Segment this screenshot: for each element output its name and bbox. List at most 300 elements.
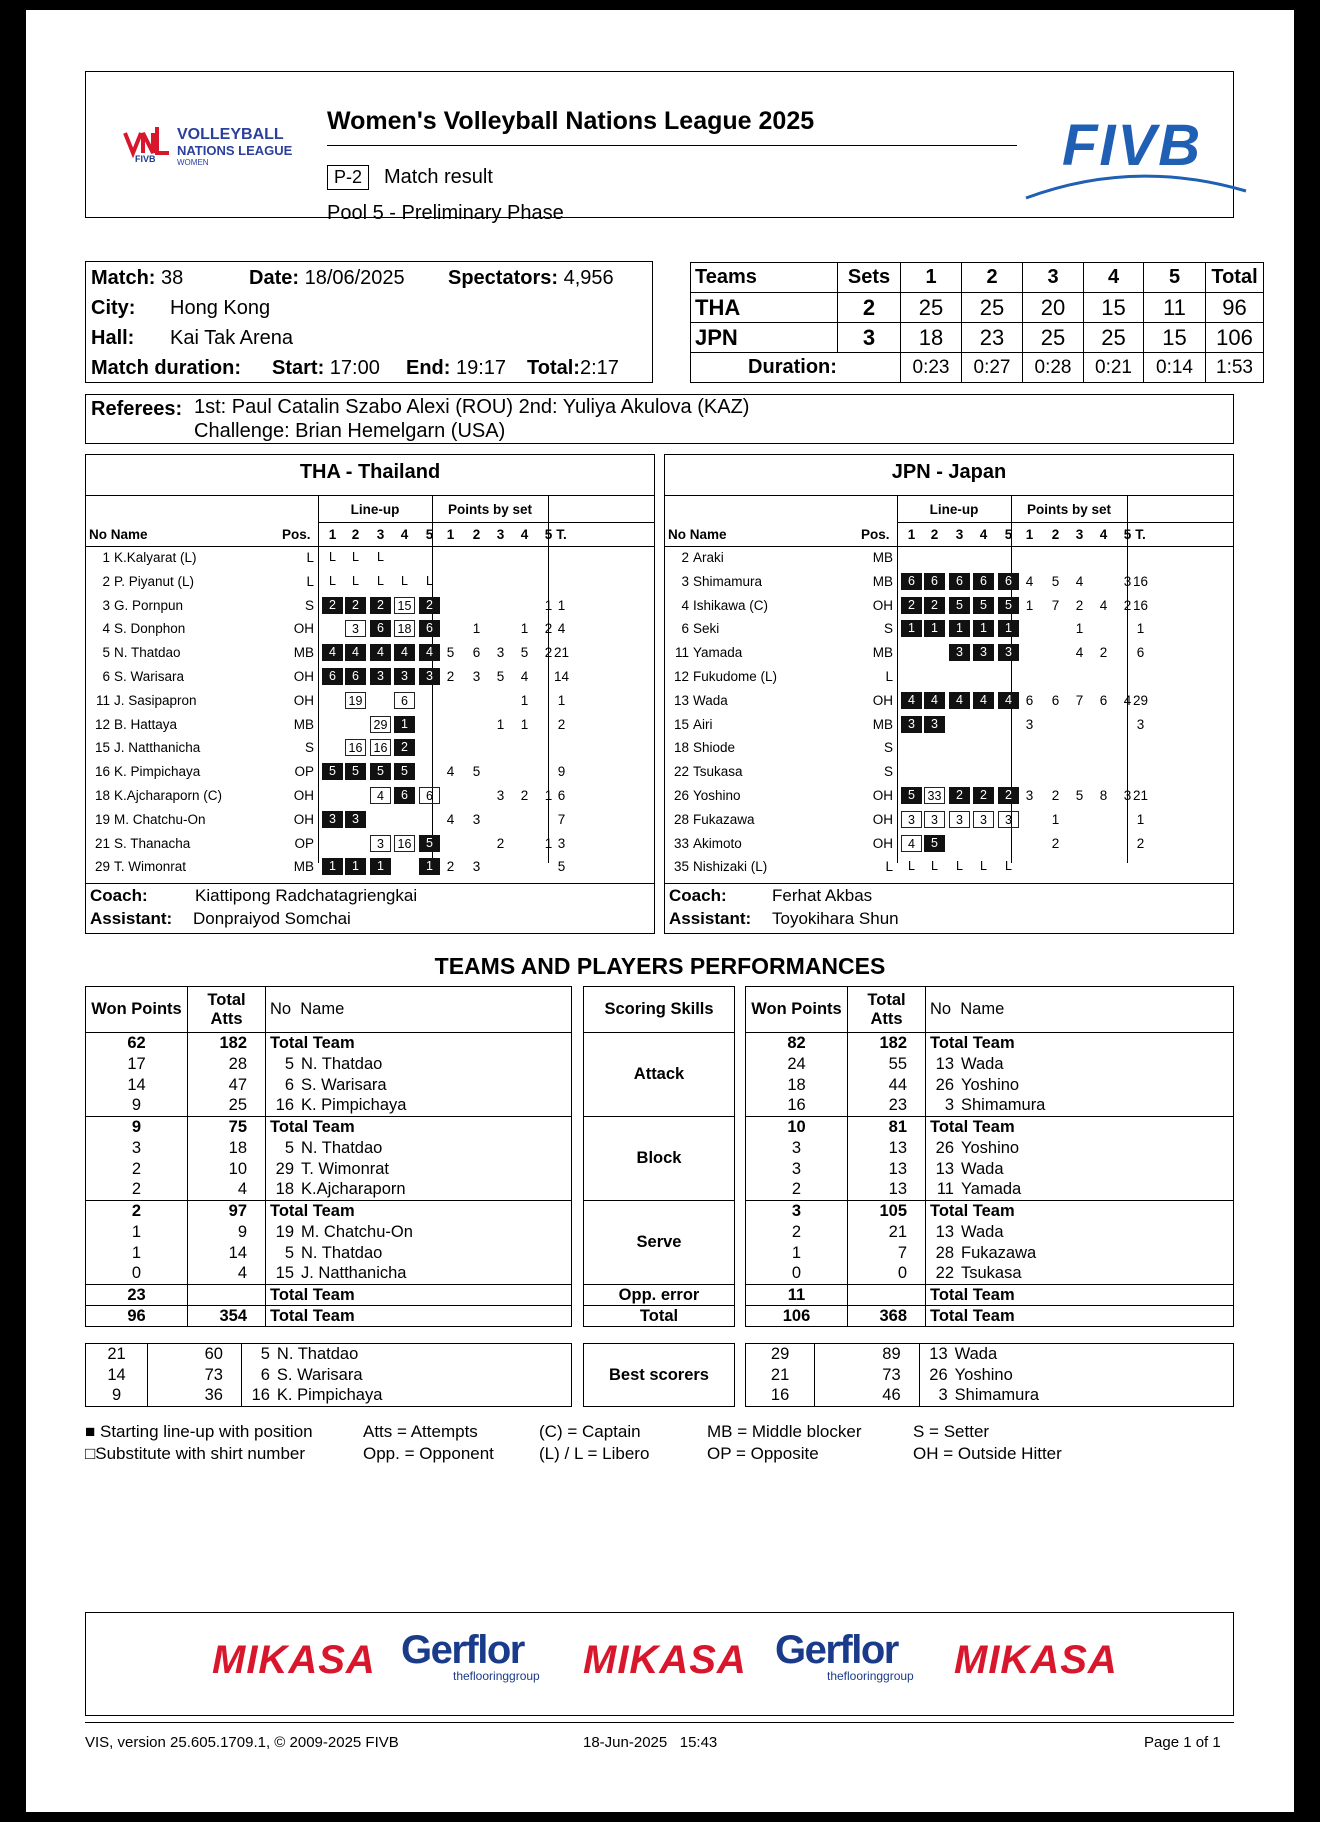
gerflor-tagline: theflooringgroup xyxy=(827,1669,914,1683)
player-name: N. Thatdao xyxy=(301,1138,383,1157)
total-atts: 44 xyxy=(848,1075,926,1096)
lineup-header: Line-up xyxy=(929,502,979,517)
player-number: 5 xyxy=(284,1138,294,1157)
won-points: 21 xyxy=(86,1344,148,1365)
player-position: OH xyxy=(293,621,314,637)
perf-row xyxy=(746,1159,1234,1180)
legend-substitute: □Substitute with shirt number xyxy=(85,1444,306,1463)
player-cell xyxy=(266,1117,572,1138)
score-table xyxy=(690,262,1264,383)
total-atts: 46 xyxy=(815,1386,920,1407)
vnl-logo-sub: FIVB xyxy=(135,154,156,164)
player-name: Fukazawa xyxy=(961,1243,1037,1262)
perf-row xyxy=(746,1243,1234,1264)
player-total-points: 29 xyxy=(1132,692,1149,708)
hall-value: Kai Tak Arena xyxy=(170,327,294,349)
won-points: 23 xyxy=(86,1285,188,1306)
fivb-logo xyxy=(1024,113,1249,206)
team-code: JPN xyxy=(691,323,838,353)
won-points: 9 xyxy=(86,1096,188,1117)
set-points: 1 xyxy=(1051,811,1060,827)
set-points: 6 xyxy=(1025,692,1034,708)
player-number: 22 xyxy=(673,764,689,780)
player-position: S xyxy=(304,597,314,613)
lineup-cell: L xyxy=(352,573,359,588)
total-atts: 368 xyxy=(848,1306,926,1327)
total-atts: 75 xyxy=(188,1117,266,1138)
lineup-cell: 3 xyxy=(345,620,366,637)
player-name: G. Pornpun xyxy=(114,597,184,613)
perf-row xyxy=(746,1054,1234,1075)
no-name-header: No Name xyxy=(668,527,727,542)
roster-divider xyxy=(318,522,319,863)
performance-right-table xyxy=(745,986,1234,1327)
lineup-set-header: 3 xyxy=(955,527,964,542)
lineup-cell: 16 xyxy=(345,739,366,756)
set-points: 3 xyxy=(472,811,481,827)
score-header: 2 xyxy=(962,263,1023,293)
player-number: 6 xyxy=(102,669,110,684)
set-points: 6 xyxy=(472,645,481,661)
player-total-points: 1 xyxy=(1136,621,1145,637)
perf-row xyxy=(746,1180,1234,1201)
player-number: 29 xyxy=(275,1159,294,1178)
perf-header-row xyxy=(86,987,572,1033)
perf-row xyxy=(86,1386,572,1407)
lineup-cell: 4 xyxy=(322,644,343,661)
total-atts: 0 xyxy=(848,1264,926,1285)
total-atts-header: Total Atts xyxy=(188,987,266,1033)
lineup-cell: 3 xyxy=(901,716,922,733)
total-atts: 21 xyxy=(848,1222,926,1243)
perf-row xyxy=(746,1138,1234,1159)
lineup-cell: 1 xyxy=(345,858,366,875)
set-score: 20 xyxy=(1023,293,1084,323)
coach-label: Coach: xyxy=(90,886,148,905)
perf-row xyxy=(746,1075,1234,1096)
lineup-cell: 4 xyxy=(345,644,366,661)
lineup-cell: 2 xyxy=(949,787,970,804)
total-header: T. xyxy=(556,527,567,542)
player-total-points: 3 xyxy=(557,835,566,851)
player-position: S xyxy=(304,740,314,756)
player-cell xyxy=(266,1285,572,1306)
player-name: Yoshino xyxy=(693,788,741,803)
lineup-cell: 6 xyxy=(419,787,440,804)
player-position: OP xyxy=(294,764,314,780)
player-number: 5 xyxy=(284,1054,294,1073)
player-number: 5 xyxy=(102,645,110,661)
player-cell xyxy=(266,1222,572,1243)
won-points: 2 xyxy=(86,1180,188,1201)
set-points: 1 xyxy=(544,835,553,851)
player-name: Shimamura xyxy=(954,1386,1040,1405)
total-atts: 7 xyxy=(848,1243,926,1264)
lineup-cell: L xyxy=(980,859,987,874)
no-name-header: No Name xyxy=(926,987,1234,1033)
set-points: 2 xyxy=(520,788,529,803)
player-cell xyxy=(926,1201,1234,1222)
scoring-skills-header: Scoring Skills xyxy=(584,987,735,1033)
roster-tha xyxy=(85,454,655,934)
player-number: 3 xyxy=(938,1386,948,1405)
perf-row xyxy=(746,1306,1234,1327)
coach-rule xyxy=(86,883,654,884)
lineup-cell: L xyxy=(1005,859,1012,874)
total-atts: 55 xyxy=(848,1054,926,1075)
title-rule xyxy=(327,145,1017,146)
lineup-cell: 3 xyxy=(949,811,970,828)
player-total-points: 7 xyxy=(557,811,566,827)
player-cell xyxy=(926,1264,1234,1285)
best-scorers-label-table xyxy=(583,1343,735,1407)
player-name: Yamada xyxy=(961,1180,1022,1199)
lineup-header: Line-up xyxy=(350,502,400,517)
perf-row xyxy=(746,1117,1234,1138)
total-atts: 4 xyxy=(188,1264,266,1285)
player-name: B. Hattaya xyxy=(114,716,178,732)
player-number: 26 xyxy=(935,1075,954,1094)
points-set-header: 1 xyxy=(446,527,455,542)
total-team-label: Total Team xyxy=(270,1306,355,1325)
perf-row xyxy=(86,1306,572,1327)
lineup-set-header: 4 xyxy=(979,527,988,542)
set-points: 2 xyxy=(1123,597,1132,613)
won-points: 14 xyxy=(86,1075,188,1096)
player-position: MB xyxy=(872,550,893,565)
player-number: 12 xyxy=(94,716,110,732)
set-points: 2 xyxy=(1051,835,1060,851)
player-position: OP xyxy=(294,835,314,851)
pool-label: Pool 5 - Preliminary Phase xyxy=(327,202,564,224)
player-name: Tsukasa xyxy=(961,1264,1022,1283)
lineup-cell: L xyxy=(426,573,433,588)
perf-row xyxy=(86,1243,572,1264)
lineup-cell: 2 xyxy=(973,787,994,804)
lineup-cell: L xyxy=(377,550,384,564)
skill-row xyxy=(584,1285,735,1306)
lineup-cell: 5 xyxy=(949,597,970,614)
lineup-cell: 19 xyxy=(345,692,366,709)
lineup-cell: 4 xyxy=(949,692,970,709)
set-duration: 0:27 xyxy=(962,353,1023,383)
set-points: 2 xyxy=(1075,597,1084,613)
player-position: OH xyxy=(872,788,893,803)
won-points: 17 xyxy=(86,1054,188,1075)
player-name: M. Chatchu-On xyxy=(114,811,206,827)
player-position: OH xyxy=(293,811,314,827)
player-cell xyxy=(266,1306,572,1327)
player-name: Wada xyxy=(693,692,728,708)
lineup-cell: 3 xyxy=(998,644,1019,661)
player-number: 4 xyxy=(102,621,110,637)
player-name: S. Donphon xyxy=(114,621,186,637)
set-score: 11 xyxy=(1144,293,1206,323)
perf-row xyxy=(86,1365,572,1386)
player-number: 11 xyxy=(95,692,110,708)
player-number: 2 xyxy=(681,550,689,565)
lineup-set-header: 1 xyxy=(907,527,916,542)
assistant-name: Donpraiyod Somchai xyxy=(193,909,351,928)
player-number: 26 xyxy=(935,1138,954,1157)
player-number: 6 xyxy=(284,1075,294,1094)
lineup-cell: 5 xyxy=(924,835,945,852)
best-scorers-right-table xyxy=(745,1343,1234,1407)
total-team-label: Total Team xyxy=(930,1285,1015,1304)
lineup-cell: L xyxy=(908,859,915,874)
set-points: 1 xyxy=(1025,597,1034,613)
legend-captain: (C) = Captain xyxy=(539,1422,641,1441)
player-cell xyxy=(926,1054,1234,1075)
set-points: 5 xyxy=(446,645,455,661)
perf-row xyxy=(746,1222,1234,1243)
set-points: 3 xyxy=(1123,788,1132,803)
player-position: L xyxy=(306,550,314,565)
set-points: 8 xyxy=(1099,788,1108,803)
skill-name: Opp. error xyxy=(584,1285,735,1306)
roster-header-rule xyxy=(318,522,654,523)
player-name: N. Thatdao xyxy=(276,1344,359,1363)
set-duration: 0:14 xyxy=(1144,353,1206,383)
set-points: 1 xyxy=(520,621,529,637)
perf-row xyxy=(86,1033,572,1054)
legend-mb: MB = Middle blocker xyxy=(707,1422,862,1441)
score-header: Teams xyxy=(691,263,838,293)
total-team-label: Total Team xyxy=(930,1201,1015,1220)
player-name: J. Sasipapron xyxy=(114,692,197,708)
skill-row xyxy=(584,1201,735,1285)
performance-left-table xyxy=(85,986,572,1327)
fivb-swoosh-icon xyxy=(1024,163,1249,203)
player-number: 28 xyxy=(673,811,689,827)
set-points: 4 xyxy=(1075,645,1084,661)
player-number: 15 xyxy=(275,1264,294,1283)
player-number: 35 xyxy=(673,859,689,875)
end-time: End: 19:17 xyxy=(406,357,507,379)
player-name: P. Piyanut (L) xyxy=(114,573,195,589)
set-points: 4 xyxy=(520,669,529,684)
player-total-points: 16 xyxy=(1132,573,1149,589)
player-position: MB xyxy=(293,859,314,875)
points-header: Points by set xyxy=(1026,502,1112,517)
total-team-label: Total Team xyxy=(930,1117,1015,1136)
total-header: T. xyxy=(1135,527,1146,542)
lineup-cell: 4 xyxy=(901,692,922,709)
player-number: 13 xyxy=(935,1222,954,1241)
player-number: 4 xyxy=(681,597,689,613)
player-number: 21 xyxy=(94,835,110,851)
player-name: N. Thatdao xyxy=(114,645,181,661)
points-set-header: 2 xyxy=(472,527,481,542)
player-name: N. Thatdao xyxy=(301,1243,383,1262)
team-title: THA - Thailand xyxy=(299,461,441,483)
player-name: Shimamura xyxy=(961,1096,1046,1115)
lineup-cell: 2 xyxy=(322,597,343,614)
lineup-cell: L xyxy=(329,550,336,564)
set-score: 25 xyxy=(1084,323,1144,353)
pos-header: Pos. xyxy=(282,527,311,542)
won-points: 16 xyxy=(746,1096,848,1117)
player-number: 15 xyxy=(94,740,110,756)
skill-row xyxy=(584,1033,735,1117)
player-cell xyxy=(266,1033,572,1054)
player-number: 13 xyxy=(929,1344,948,1363)
total-atts: 14 xyxy=(188,1243,266,1264)
perf-row xyxy=(86,1285,572,1306)
set-points: 1 xyxy=(544,788,553,803)
lineup-cell: L xyxy=(329,573,336,588)
player-name: K.Kalyarat (L) xyxy=(114,550,197,565)
coach-rule xyxy=(665,883,1233,884)
player-total-points: 4 xyxy=(557,621,566,637)
player-position: MB xyxy=(872,573,893,589)
lineup-cell: 1 xyxy=(924,620,945,637)
points-set-header: 2 xyxy=(1051,527,1060,542)
set-points: 3 xyxy=(496,788,505,803)
lineup-cell: 5 xyxy=(419,835,440,852)
total-team-label: Total Team xyxy=(270,1201,355,1220)
legend-oh: OH = Outside Hitter xyxy=(913,1444,1062,1463)
player-number: 19 xyxy=(94,811,110,827)
skill-row xyxy=(584,1306,735,1327)
player-number: 13 xyxy=(673,692,689,708)
best-scorers-label: Best scorers xyxy=(584,1344,735,1407)
won-points: 0 xyxy=(746,1264,848,1285)
player-position: L xyxy=(306,573,314,589)
lineup-cell: 2 xyxy=(370,597,391,614)
player-name: Shimamura xyxy=(693,573,763,589)
player-total-points: 1 xyxy=(557,597,566,613)
lineup-cell: 2 xyxy=(419,597,440,614)
score-header: Total xyxy=(1206,263,1264,293)
skill-name: Serve xyxy=(584,1201,735,1285)
roster-jpn xyxy=(664,454,1234,934)
best-scorers-left-table xyxy=(85,1343,572,1407)
player-number: 16 xyxy=(275,1096,294,1115)
perf-row xyxy=(86,1138,572,1159)
won-points: 21 xyxy=(746,1365,815,1386)
player-position: OH xyxy=(872,811,893,827)
lineup-cell: 1 xyxy=(949,620,970,637)
lineup-cell: 2 xyxy=(394,739,415,756)
score-header: 3 xyxy=(1023,263,1084,293)
lineup-cell: 4 xyxy=(370,787,391,804)
lineup-cell: 5 xyxy=(394,763,415,780)
won-points: 1 xyxy=(746,1243,848,1264)
player-position: MB xyxy=(872,716,893,732)
lineup-cell: 3 xyxy=(973,644,994,661)
assistant-name: Toyokihara Shun xyxy=(772,909,899,928)
perf-row xyxy=(746,1096,1234,1117)
city-value: Hong Kong xyxy=(170,297,271,319)
total-team-label: Total Team xyxy=(930,1033,1015,1052)
player-name: K. Pimpichaya xyxy=(114,764,201,780)
player-position: MB xyxy=(293,645,314,661)
won-points: 106 xyxy=(746,1306,848,1327)
player-name: T. Wimonrat xyxy=(301,1159,390,1178)
lineup-cell: L xyxy=(401,573,408,588)
skill-row xyxy=(584,1117,735,1201)
lineup-cell: 4 xyxy=(419,644,440,661)
vnl-logo-line2: NATIONS LEAGUE xyxy=(177,143,293,158)
player-name: K. Pimpichaya xyxy=(301,1096,407,1115)
won-points: 1 xyxy=(86,1243,188,1264)
player-number: 3 xyxy=(102,597,110,613)
duration-row xyxy=(691,353,1264,383)
perf-row xyxy=(86,1054,572,1075)
total-atts: 97 xyxy=(188,1201,266,1222)
duration-label: Match duration: xyxy=(91,357,241,379)
total-atts: 89 xyxy=(815,1344,920,1365)
player-name: Wada xyxy=(961,1159,1004,1178)
total-atts: 36 xyxy=(148,1386,242,1407)
player-name: K.Ajcharaporn xyxy=(301,1180,406,1199)
player-cell xyxy=(926,1033,1234,1054)
player-position: OH xyxy=(293,788,314,803)
points-header: Points by set xyxy=(447,502,533,517)
skill-name: Total xyxy=(584,1306,735,1327)
roster-header-rule xyxy=(897,522,1233,523)
player-cell xyxy=(266,1180,572,1201)
player-name: S. Warisara xyxy=(301,1075,387,1094)
total-team-label: Total Team xyxy=(270,1285,355,1304)
player-position: MB xyxy=(872,645,893,661)
player-name: Airi xyxy=(693,716,713,732)
lineup-cell: 1 xyxy=(322,858,343,875)
lineup-cell: 3 xyxy=(924,716,945,733)
lineup-cell: 6 xyxy=(345,668,366,685)
player-cell xyxy=(266,1054,572,1075)
player-cell xyxy=(926,1075,1234,1096)
perf-row xyxy=(746,1344,1234,1365)
perf-row xyxy=(86,1222,572,1243)
won-points: 2 xyxy=(746,1222,848,1243)
lineup-set-header: 2 xyxy=(930,527,939,542)
no-name-header: No Name xyxy=(89,527,148,542)
total-atts: 73 xyxy=(148,1365,242,1386)
coach-name: Kiattipong Radchatagriengkai xyxy=(195,886,418,905)
player-number: 2 xyxy=(102,573,110,589)
player-position: L xyxy=(885,669,893,684)
total-atts: 10 xyxy=(188,1159,266,1180)
perf-row xyxy=(746,1365,1234,1386)
total-atts: 18 xyxy=(188,1138,266,1159)
player-total-points: 2 xyxy=(557,716,566,732)
set-duration: 0:23 xyxy=(901,353,962,383)
set-points: 3 xyxy=(472,669,481,684)
sets-won: 3 xyxy=(838,323,901,353)
perf-row xyxy=(746,1264,1234,1285)
set-points: 1 xyxy=(520,692,529,708)
page xyxy=(26,10,1294,1812)
city-label: City: xyxy=(91,297,136,319)
match-spectators: Spectators: 4,956 xyxy=(448,267,614,289)
won-points: 16 xyxy=(746,1386,815,1407)
sponsor-mikasa-logo: MIKASA xyxy=(212,1638,376,1682)
lineup-cell: 3 xyxy=(901,811,922,828)
lineup-cell: 1 xyxy=(394,716,415,733)
lineup-cell: 6 xyxy=(370,620,391,637)
player-number: 3 xyxy=(681,573,689,589)
set-points: 2 xyxy=(446,669,455,684)
report-code: P-2 xyxy=(327,165,369,190)
set-points: 5 xyxy=(520,645,529,661)
player-name: Wada xyxy=(961,1054,1004,1073)
set-score: 18 xyxy=(901,323,962,353)
lineup-cell: 29 xyxy=(370,716,391,733)
set-points: 4 xyxy=(446,764,455,780)
lineup-cell: 16 xyxy=(394,835,415,852)
